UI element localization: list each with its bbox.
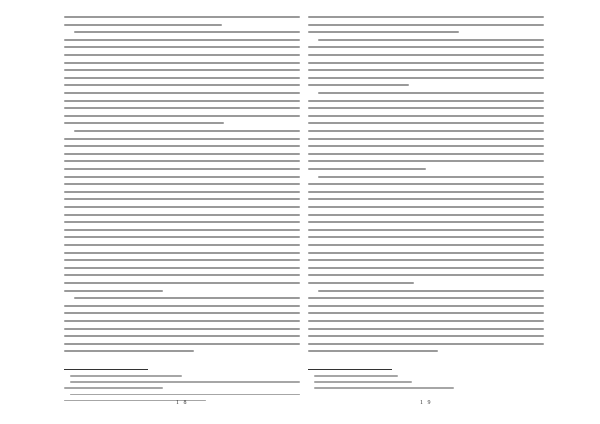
footnote-line <box>70 381 300 383</box>
text-line <box>308 153 544 155</box>
text-line <box>308 24 544 26</box>
text-line <box>308 138 544 140</box>
text-line <box>64 183 300 185</box>
text-line <box>64 24 222 26</box>
text-line <box>64 198 300 200</box>
text-line <box>64 54 300 56</box>
text-line <box>308 160 544 162</box>
text-line <box>308 312 544 314</box>
text-line <box>64 160 300 162</box>
text-line <box>64 312 300 314</box>
text-line <box>64 145 300 147</box>
text-line <box>64 138 300 140</box>
text-line <box>308 350 438 352</box>
text-line <box>64 290 163 292</box>
footnote-line <box>314 375 398 377</box>
text-line <box>308 145 544 147</box>
text-line <box>64 16 300 18</box>
text-line <box>64 221 300 223</box>
text-line <box>64 252 300 254</box>
text-line <box>308 305 544 307</box>
text-line <box>308 16 544 18</box>
text-line <box>64 328 300 330</box>
text-line <box>308 328 544 330</box>
text-line <box>308 69 544 71</box>
text-line <box>64 84 300 86</box>
text-line <box>308 244 544 246</box>
text-line <box>308 267 544 269</box>
text-line <box>64 62 300 64</box>
footnote-line <box>314 381 412 383</box>
text-line <box>308 221 544 223</box>
text-line <box>308 122 544 124</box>
text-line <box>64 267 300 269</box>
text-line <box>308 252 544 254</box>
footnote-line <box>70 394 300 396</box>
text-line <box>308 214 544 216</box>
left-page-number: 1 8 <box>176 400 188 406</box>
right-page-number: 1 9 <box>420 400 432 406</box>
text-line <box>308 343 544 345</box>
text-line <box>308 168 426 170</box>
text-line <box>64 206 300 208</box>
text-line <box>308 198 544 200</box>
text-line <box>308 183 544 185</box>
text-line <box>64 77 300 79</box>
text-line <box>64 244 300 246</box>
text-line <box>64 282 300 284</box>
text-line <box>64 39 300 41</box>
left-page <box>64 14 300 414</box>
text-line <box>308 297 544 299</box>
text-line <box>308 77 544 79</box>
text-line <box>308 46 544 48</box>
text-line <box>308 54 544 56</box>
text-line <box>64 259 300 261</box>
text-line <box>74 31 300 33</box>
text-line <box>64 350 194 352</box>
text-line <box>64 320 300 322</box>
text-line <box>308 84 409 86</box>
text-line <box>64 236 300 238</box>
text-line <box>308 100 544 102</box>
text-line <box>64 107 300 109</box>
text-line <box>64 229 300 231</box>
text-line <box>64 305 300 307</box>
text-line <box>308 274 544 276</box>
text-line <box>64 92 300 94</box>
text-line <box>308 130 544 132</box>
text-line <box>308 320 544 322</box>
text-line <box>308 282 414 284</box>
text-line <box>318 92 544 94</box>
text-line <box>64 153 300 155</box>
text-line <box>64 168 300 170</box>
text-line <box>308 206 544 208</box>
text-line <box>308 259 544 261</box>
text-line <box>308 31 459 33</box>
text-line <box>64 274 300 276</box>
left-footnote-rule <box>64 369 148 370</box>
right-page <box>308 14 544 414</box>
text-line <box>64 343 300 345</box>
text-line <box>74 130 300 132</box>
text-line <box>308 115 544 117</box>
text-line <box>308 62 544 64</box>
footnote-line <box>314 387 454 389</box>
text-line <box>308 236 544 238</box>
text-line <box>318 290 544 292</box>
text-line <box>64 115 300 117</box>
footnote-line <box>70 375 182 377</box>
text-line <box>64 335 300 337</box>
text-line <box>74 297 300 299</box>
text-line <box>64 100 300 102</box>
text-line <box>308 191 544 193</box>
text-line <box>64 176 300 178</box>
text-line <box>64 122 224 124</box>
text-line <box>308 229 544 231</box>
text-line <box>318 176 544 178</box>
text-line <box>64 191 300 193</box>
text-line <box>64 214 300 216</box>
right-footnote-rule <box>308 369 392 370</box>
footnote-line <box>64 387 163 389</box>
text-line <box>64 69 300 71</box>
text-line <box>64 46 300 48</box>
text-line <box>308 335 544 337</box>
text-line <box>308 107 544 109</box>
text-line <box>318 39 544 41</box>
